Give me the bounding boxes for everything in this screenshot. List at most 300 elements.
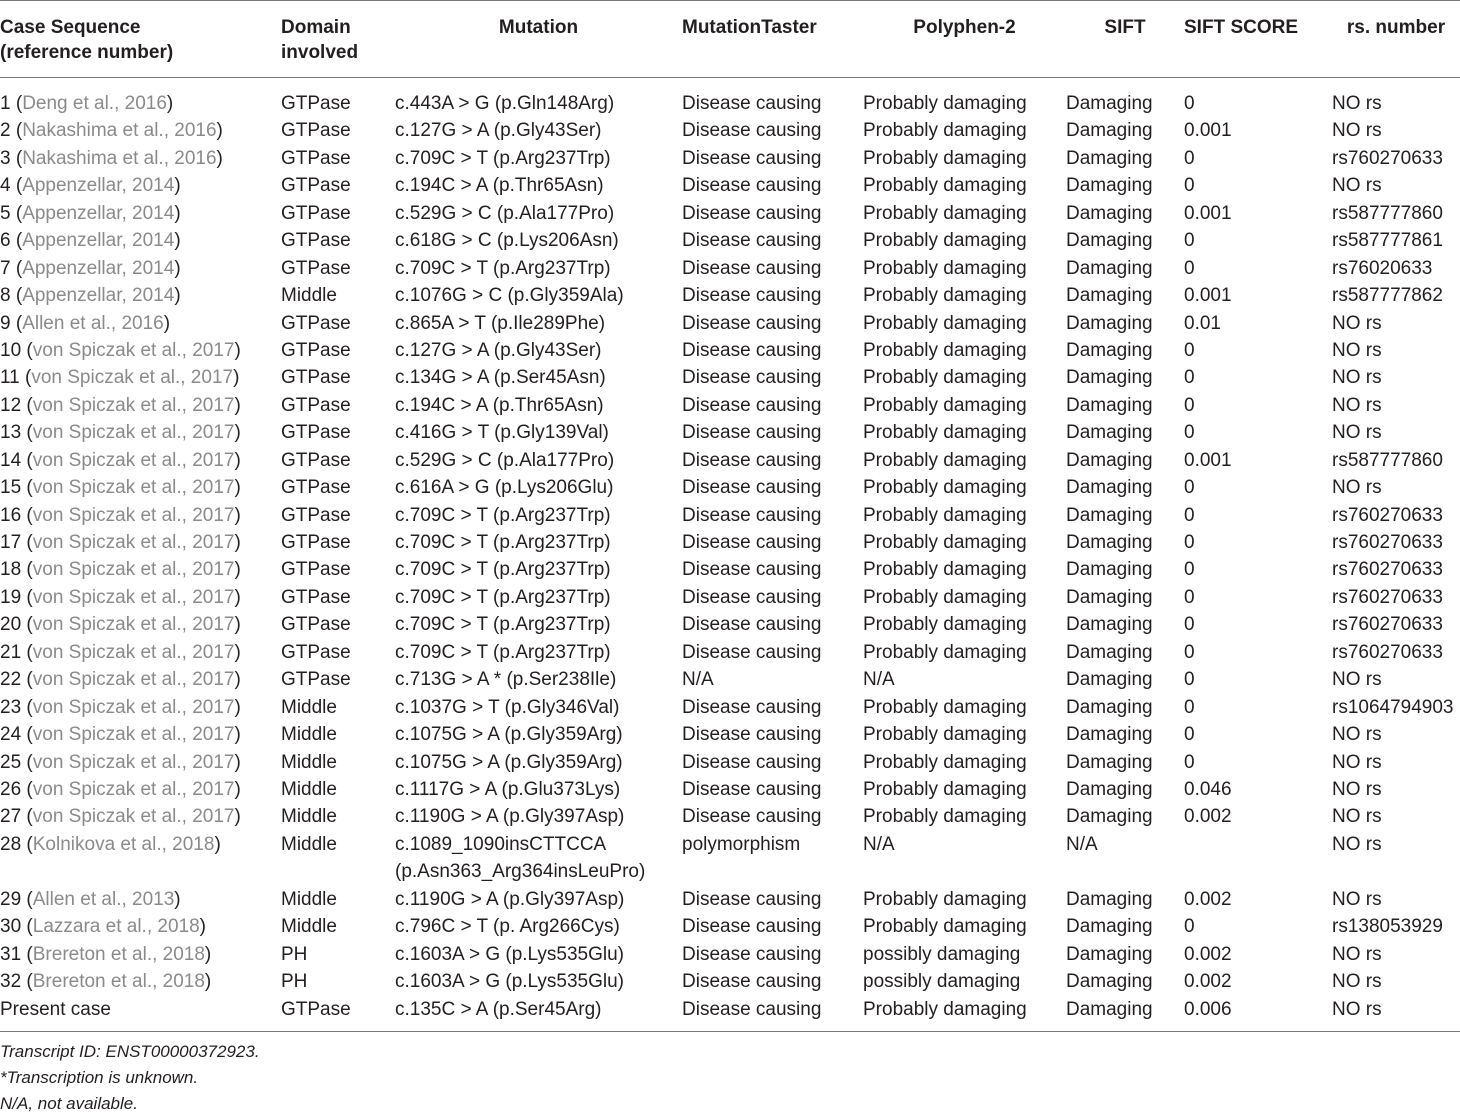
mutationtaster-value: Disease causing <box>682 285 822 307</box>
table-row <box>0 556 1460 583</box>
reference-link[interactable]: von Spiczak et al., 2017 <box>32 724 235 746</box>
mutation-cell <box>395 78 682 118</box>
case-number: 24 <box>0 724 22 746</box>
domain-cell <box>281 776 395 803</box>
mutationtaster-value: Disease causing <box>682 641 822 663</box>
mutationtaster-cell <box>682 666 863 693</box>
header-case-line2: (reference number) <box>0 42 174 63</box>
polyphen-cell <box>863 611 1066 638</box>
reference-link[interactable]: von Spiczak et al., 2017 <box>32 641 235 663</box>
polyphen-value: Probably damaging <box>863 504 1027 526</box>
case-cell: 3 (Nakashima et al., 2016) <box>0 147 223 169</box>
mutationtaster-cell <box>682 502 863 529</box>
rs-number-value: rs587777860 <box>1332 202 1443 224</box>
polyphen-cell <box>863 447 1066 474</box>
reference-link[interactable]: von Spiczak et al., 2017 <box>32 696 235 718</box>
domain-value: GTPase <box>281 641 351 663</box>
mutation-value: c.1075G > A (p.Gly359Arg) <box>395 751 623 773</box>
polyphen-cell <box>863 749 1066 776</box>
polyphen-value: Probably damaging <box>863 312 1027 334</box>
polyphen-cell <box>863 78 1066 118</box>
domain-cell <box>281 721 395 748</box>
mutationtaster-cell <box>682 117 863 144</box>
mutation-value: c.1117G > A (p.Glu373Lys) <box>395 778 621 800</box>
case-cell: 15 (von Spiczak et al., 2017) <box>0 477 241 499</box>
polyphen-value: Probably damaging <box>863 230 1027 252</box>
case-number: 14 <box>0 449 22 471</box>
case-cell: 26 (von Spiczak et al., 2017) <box>0 778 241 800</box>
table-row <box>0 255 1460 282</box>
domain-value: GTPase <box>281 998 351 1020</box>
table-row <box>0 502 1460 529</box>
sift-score-cell <box>1184 803 1332 830</box>
sift-score-value: 0 <box>1184 559 1195 581</box>
sift-score-value: 0.002 <box>1184 888 1232 910</box>
domain-value: Middle <box>281 751 337 773</box>
reference-link[interactable]: von Spiczak et al., 2017 <box>32 586 235 608</box>
mutation-cell <box>395 996 682 1032</box>
sift-cell <box>1066 474 1184 501</box>
rs-number-cell <box>1332 639 1460 666</box>
sift-cell <box>1066 78 1184 118</box>
mutationtaster-value: Disease causing <box>682 120 822 142</box>
rs-number-cell <box>1332 255 1460 282</box>
table-row <box>0 392 1460 419</box>
domain-cell <box>281 694 395 721</box>
mutationtaster-cell <box>682 227 863 254</box>
case-cell: 1 (Deng et al., 2016) <box>0 93 174 114</box>
mutation-cell <box>395 117 682 144</box>
polyphen-value: Probably damaging <box>863 696 1027 718</box>
domain-cell <box>281 529 395 556</box>
polyphen-cell <box>863 282 1066 309</box>
mutationtaster-value: Disease causing <box>682 477 822 499</box>
mutation-cell <box>395 639 682 666</box>
mutationtaster-value: Disease causing <box>682 778 822 800</box>
domain-cell <box>281 172 395 199</box>
rs-number-value: NO rs <box>1332 669 1382 691</box>
rs-number-cell <box>1332 227 1460 254</box>
rs-number-value: NO rs <box>1332 312 1382 334</box>
domain-cell <box>281 282 395 309</box>
sift-score-value: 0 <box>1184 641 1195 663</box>
domain-value: GTPase <box>281 202 351 224</box>
sift-score-value: 0.01 <box>1184 312 1221 334</box>
case-number: 17 <box>0 532 22 553</box>
polyphen-value: Probably damaging <box>863 394 1027 416</box>
mutation-cell <box>395 310 682 337</box>
sift-score-cell <box>1184 200 1332 227</box>
sift-value: Damaging <box>1066 724 1153 746</box>
case-number: 13 <box>0 422 22 444</box>
sift-value: Damaging <box>1066 285 1153 307</box>
polyphen-value: Probably damaging <box>863 120 1027 142</box>
reference-link[interactable]: Deng et al., 2016 <box>22 93 167 114</box>
rs-number-value: NO rs <box>1332 888 1382 910</box>
polyphen-cell <box>863 502 1066 529</box>
polyphen-cell <box>863 831 1066 886</box>
mutationtaster-value: Disease causing <box>682 257 822 279</box>
reference-link[interactable]: von Spiczak et al., 2017 <box>31 367 234 389</box>
rs-number-value: rs760270633 <box>1332 641 1443 663</box>
sift-cell <box>1066 172 1184 199</box>
sift-cell <box>1066 227 1184 254</box>
rs-number-cell <box>1332 200 1460 227</box>
case-cell: 25 (von Spiczak et al., 2017) <box>0 751 241 773</box>
table-row <box>0 611 1460 638</box>
table-row <box>0 694 1460 721</box>
polyphen-cell <box>863 941 1066 968</box>
domain-value: Middle <box>281 285 337 307</box>
domain-cell <box>281 941 395 968</box>
mutation-value: c.1190G > A (p.Gly397Asp) <box>395 888 625 910</box>
rs-number-value: rs760270633 <box>1332 147 1443 169</box>
case-number: 32 <box>0 971 22 993</box>
sift-cell <box>1066 364 1184 391</box>
mutation-value: c.709C > T (p.Arg237Trp) <box>395 614 611 636</box>
domain-cell <box>281 913 395 940</box>
sift-score-cell <box>1184 556 1332 583</box>
rs-number-cell <box>1332 447 1460 474</box>
domain-value: GTPase <box>281 449 351 471</box>
sift-value: Damaging <box>1066 916 1153 938</box>
sift-value: Damaging <box>1066 641 1153 663</box>
polyphen-value: Probably damaging <box>863 751 1027 773</box>
mutationtaster-cell <box>682 172 863 199</box>
reference-link[interactable]: Allen et al., 2013 <box>32 888 175 910</box>
mutationtaster-cell <box>682 968 863 995</box>
reference-link[interactable]: Allen et al., 2016 <box>22 312 164 334</box>
table-row <box>0 584 1460 611</box>
polyphen-value: Probably damaging <box>863 422 1027 444</box>
reference-link[interactable]: Appenzellar, 2014 <box>22 175 175 197</box>
domain-cell <box>281 831 395 886</box>
mutationtaster-cell <box>682 200 863 227</box>
sift-score-value: 0 <box>1184 532 1195 553</box>
sift-value: Damaging <box>1066 559 1153 581</box>
reference-link[interactable]: von Spiczak et al., 2017 <box>32 504 235 526</box>
domain-value: GTPase <box>281 230 351 252</box>
polyphen-value: N/A <box>863 669 895 691</box>
sift-score-cell <box>1184 172 1332 199</box>
domain-value: Middle <box>281 916 337 938</box>
mutationtaster-cell <box>682 721 863 748</box>
rs-number-value: NO rs <box>1332 971 1382 993</box>
reference-link[interactable]: von Spiczak et al., 2017 <box>32 614 235 636</box>
sift-cell <box>1066 117 1184 144</box>
mutation-cell <box>395 749 682 776</box>
case-number: 25 <box>0 751 22 773</box>
domain-cell <box>281 886 395 913</box>
header-mutation: Mutation <box>498 17 579 38</box>
reference-link[interactable]: Brereton et al., 2018 <box>32 943 205 965</box>
case-cell: 4 (Appenzellar, 2014) <box>0 175 181 197</box>
rs-number-value: NO rs <box>1332 477 1382 499</box>
mutation-value: c.127G > A (p.Gly43Ser) <box>395 339 602 361</box>
rs-number-cell <box>1332 364 1460 391</box>
polyphen-value: Probably damaging <box>863 367 1027 389</box>
mutationtaster-value: Disease causing <box>682 394 822 416</box>
reference-link[interactable]: von Spiczak et al., 2017 <box>32 477 235 499</box>
reference-link[interactable]: Brereton et al., 2018 <box>32 971 205 993</box>
domain-cell <box>281 227 395 254</box>
mutation-value: c.709C > T (p.Arg237Trp) <box>395 532 611 553</box>
polyphen-value: Probably damaging <box>863 806 1027 828</box>
reference-link[interactable]: von Spiczak et al., 2017 <box>32 394 235 416</box>
table-row <box>0 831 1460 886</box>
header-mutationtaster: MutationTaster <box>682 17 817 38</box>
rs-number-value: NO rs <box>1332 93 1382 114</box>
case-number: 5 <box>0 202 11 224</box>
sift-score-value: 0 <box>1184 586 1195 608</box>
mutation-value: c.1089_1090insCTTCCA <box>395 833 607 855</box>
table-header <box>0 1 1460 78</box>
case-cell: 29 (Allen et al., 2013) <box>0 888 181 910</box>
mutation-cell <box>395 666 682 693</box>
case-cell: 17 (von Spiczak et al., 2017) <box>0 532 241 553</box>
case-number: 22 <box>0 669 22 691</box>
domain-cell <box>281 392 395 419</box>
case-cell: 11 (von Spiczak et al., 2017) <box>0 367 240 389</box>
reference-link[interactable]: von Spiczak et al., 2017 <box>32 559 235 581</box>
rs-number-cell <box>1332 721 1460 748</box>
mutationtaster-value: Disease causing <box>682 586 822 608</box>
reference-link[interactable]: von Spiczak et al., 2017 <box>32 422 235 444</box>
reference-link[interactable]: von Spiczak et al., 2017 <box>32 669 235 691</box>
mutationtaster-cell <box>682 337 863 364</box>
rs-number-value: NO rs <box>1332 806 1382 828</box>
mutation-cell <box>395 584 682 611</box>
domain-cell <box>281 117 395 144</box>
reference-link[interactable]: Appenzellar, 2014 <box>22 285 175 307</box>
polyphen-cell <box>863 886 1066 913</box>
sift-cell <box>1066 886 1184 913</box>
sift-cell <box>1066 639 1184 666</box>
reference-link[interactable]: von Spiczak et al., 2017 <box>32 806 235 828</box>
sift-value: Damaging <box>1066 971 1153 993</box>
mutation-cell <box>395 172 682 199</box>
mutation-value: c.709C > T (p.Arg237Trp) <box>395 586 611 608</box>
mutationtaster-cell <box>682 776 863 803</box>
reference-link[interactable]: Appenzellar, 2014 <box>22 230 175 252</box>
polyphen-cell <box>863 694 1066 721</box>
case-number: 2 <box>0 120 11 142</box>
table-row <box>0 117 1460 144</box>
sift-cell <box>1066 666 1184 693</box>
footnote-transcript: Transcript ID: ENST00000372923. <box>0 1042 260 1061</box>
sift-value: Damaging <box>1066 751 1153 773</box>
domain-value: GTPase <box>281 394 351 416</box>
sift-value: Damaging <box>1066 394 1153 416</box>
sift-value: N/A <box>1066 833 1098 855</box>
polyphen-value: Probably damaging <box>863 559 1027 581</box>
case-cell: 18 (von Spiczak et al., 2017) <box>0 559 241 581</box>
polyphen-value: Probably damaging <box>863 614 1027 636</box>
case-number: 20 <box>0 614 22 636</box>
mutation-cell <box>395 941 682 968</box>
mutation-cell <box>395 419 682 446</box>
sift-value: Damaging <box>1066 477 1153 499</box>
sift-score-value: 0 <box>1184 147 1195 169</box>
mutationtaster-value: Disease causing <box>682 449 822 471</box>
rs-number-value: rs760270633 <box>1332 532 1443 553</box>
domain-cell <box>281 310 395 337</box>
mutation-cell <box>395 337 682 364</box>
sift-score-value: 0 <box>1184 367 1195 389</box>
domain-value: Middle <box>281 806 337 828</box>
mutation-cell <box>395 803 682 830</box>
domain-cell <box>281 968 395 995</box>
case-cell: 28 (Kolnikova et al., 2018) <box>0 833 221 855</box>
sift-value: Damaging <box>1066 93 1153 114</box>
case-cell: 30 (Lazzara et al., 2018) <box>0 916 206 938</box>
rs-number-cell <box>1332 749 1460 776</box>
sift-value: Damaging <box>1066 312 1153 334</box>
domain-value: Middle <box>281 696 337 718</box>
sift-score-cell <box>1184 392 1332 419</box>
polyphen-cell <box>863 145 1066 172</box>
domain-cell <box>281 255 395 282</box>
sift-score-cell <box>1184 831 1332 886</box>
mutationtaster-value: N/A <box>682 669 714 691</box>
rs-number-cell <box>1332 392 1460 419</box>
domain-cell <box>281 803 395 830</box>
polyphen-value: Probably damaging <box>863 778 1027 800</box>
reference-link[interactable]: von Spiczak et al., 2017 <box>32 751 235 773</box>
mutationtaster-value: Disease causing <box>682 312 822 334</box>
reference-link[interactable]: von Spiczak et al., 2017 <box>32 778 235 800</box>
sift-score-value: 0 <box>1184 175 1195 197</box>
case-number: 18 <box>0 559 22 581</box>
mutationtaster-cell <box>682 392 863 419</box>
reference-link[interactable]: von Spiczak et al., 2017 <box>32 532 235 553</box>
reference-link[interactable]: Appenzellar, 2014 <box>22 257 175 279</box>
mutation-value: c.709C > T (p.Arg237Trp) <box>395 257 611 279</box>
polyphen-value: Probably damaging <box>863 285 1027 307</box>
rs-number-cell <box>1332 310 1460 337</box>
mutationtaster-cell <box>682 584 863 611</box>
rs-number-cell <box>1332 172 1460 199</box>
sift-cell <box>1066 337 1184 364</box>
reference-link[interactable]: Nakashima et al., 2016 <box>22 120 217 142</box>
sift-cell <box>1066 749 1184 776</box>
sift-value: Damaging <box>1066 943 1153 965</box>
reference-link[interactable]: Kolnikova et al., 2018 <box>32 833 215 855</box>
mutationtaster-value: Disease causing <box>682 339 822 361</box>
mutation-value: c.1075G > A (p.Gly359Arg) <box>395 724 623 746</box>
polyphen-cell <box>863 255 1066 282</box>
footnote-asterisk: *Transcription is unknown. <box>0 1068 199 1087</box>
mutationtaster-value: Disease causing <box>682 422 822 444</box>
case-cell: 14 (von Spiczak et al., 2017) <box>0 449 241 471</box>
polyphen-value: Probably damaging <box>863 532 1027 553</box>
sift-score-value: 0.001 <box>1184 285 1232 307</box>
sift-score-cell <box>1184 721 1332 748</box>
header-sift-score: SIFT SCORE <box>1184 17 1299 38</box>
case-number: 26 <box>0 778 22 800</box>
mutationtaster-cell <box>682 913 863 940</box>
domain-value: PH <box>281 971 308 993</box>
table-row <box>0 200 1460 227</box>
polyphen-cell <box>863 556 1066 583</box>
sift-value: Damaging <box>1066 998 1153 1020</box>
mutation-value: c.194C > A (p.Thr65Asn) <box>395 394 604 416</box>
sift-score-value: 0 <box>1184 93 1195 114</box>
sift-score-cell <box>1184 611 1332 638</box>
table-row <box>0 337 1460 364</box>
mutation-value: c.127G > A (p.Gly43Ser) <box>395 120 602 142</box>
rs-number-value: NO rs <box>1332 339 1382 361</box>
case-cell: 10 (von Spiczak et al., 2017) <box>0 339 241 361</box>
mutation-value: c.1603A > G (p.Lys535Glu) <box>395 943 625 965</box>
polyphen-cell <box>863 776 1066 803</box>
sift-score-cell <box>1184 694 1332 721</box>
reference-link[interactable]: von Spiczak et al., 2017 <box>32 339 235 361</box>
mutationtaster-cell <box>682 447 863 474</box>
case-cell <box>0 996 281 1032</box>
mutation-value: c.616A > G (p.Lys206Glu) <box>395 477 614 499</box>
rs-number-value: NO rs <box>1332 778 1382 800</box>
domain-value: GTPase <box>281 93 351 114</box>
rs-number-cell <box>1332 913 1460 940</box>
domain-cell <box>281 666 395 693</box>
mutation-cell <box>395 913 682 940</box>
mutation-value: c.1603A > G (p.Lys535Glu) <box>395 971 625 993</box>
case-number: 8 <box>0 285 11 307</box>
polyphen-cell <box>863 721 1066 748</box>
case-number: 4 <box>0 175 11 197</box>
reference-link[interactable]: Appenzellar, 2014 <box>22 202 175 224</box>
domain-value: GTPase <box>281 367 351 389</box>
case-number: 3 <box>0 147 11 169</box>
mutation-value: c.618G > C (p.Lys206Asn) <box>395 230 619 252</box>
reference-link[interactable]: von Spiczak et al., 2017 <box>32 449 235 471</box>
header-case-line1: Case Sequence <box>0 17 141 38</box>
mutation-cell <box>395 502 682 529</box>
polyphen-value: Probably damaging <box>863 339 1027 361</box>
polyphen-cell <box>863 968 1066 995</box>
domain-cell <box>281 337 395 364</box>
domain-cell <box>281 364 395 391</box>
mutation-cell <box>395 556 682 583</box>
polyphen-cell <box>863 529 1066 556</box>
case-number: 6 <box>0 230 11 252</box>
polyphen-cell <box>863 172 1066 199</box>
domain-value: Middle <box>281 724 337 746</box>
reference-link[interactable]: Lazzara et al., 2018 <box>32 916 200 938</box>
rs-number-cell <box>1332 666 1460 693</box>
mutation-value: c.1076G > C (p.Gly359Ala) <box>395 285 624 307</box>
sift-score-cell <box>1184 145 1332 172</box>
polyphen-value: Probably damaging <box>863 641 1027 663</box>
rs-number-cell <box>1332 529 1460 556</box>
rs-number-value: rs587777862 <box>1332 285 1443 307</box>
sift-cell <box>1066 913 1184 940</box>
sift-cell <box>1066 996 1184 1032</box>
header-domain <box>281 1 395 78</box>
case-number: 15 <box>0 477 22 499</box>
mutationtaster-cell <box>682 529 863 556</box>
footnote-na: N/A, not available. <box>0 1094 138 1113</box>
sift-cell <box>1066 968 1184 995</box>
case-number: 16 <box>0 504 22 526</box>
reference-link[interactable]: Nakashima et al., 2016 <box>22 147 217 169</box>
sift-score-cell <box>1184 447 1332 474</box>
mutation-value: c.1190G > A (p.Gly397Asp) <box>395 806 625 828</box>
sift-cell <box>1066 941 1184 968</box>
sift-score-cell <box>1184 941 1332 968</box>
sift-cell <box>1066 447 1184 474</box>
